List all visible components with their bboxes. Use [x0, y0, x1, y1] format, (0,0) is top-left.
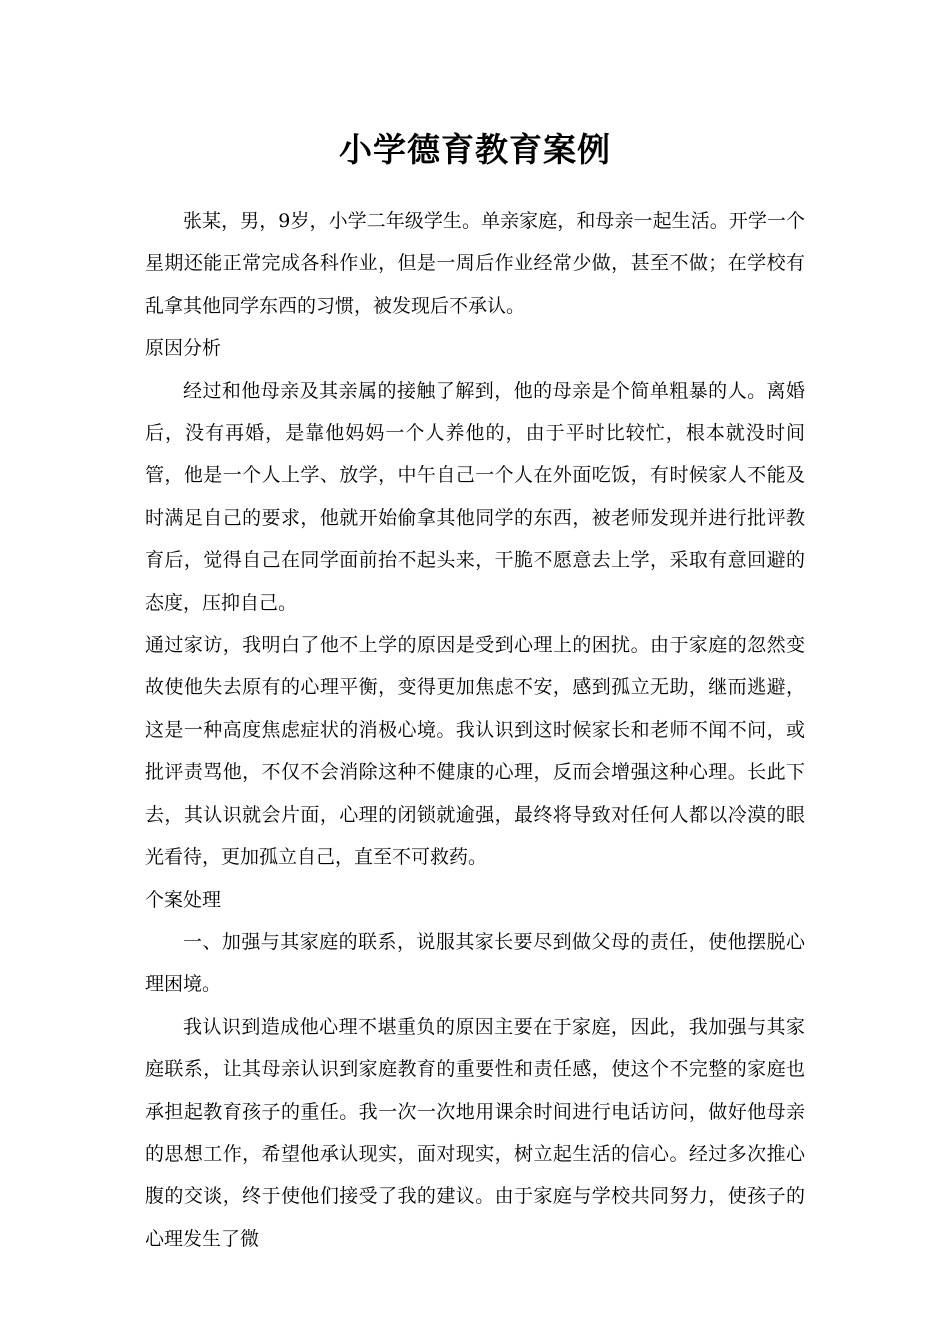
home-visit-paragraph: 通过家访，我明白了他不上学的原因是受到心理上的困扰。由于家庭的忽然变故使他失去原有的心理平衡，变得更加焦虑不安，感到孤立无助，继而逃避，这是一种高度焦虑症状的消极心境。我认识到这时候家长和老师不闻不问，或批评责骂他，不仅不会消除这种不健康的心理，反而会增强这种心理。长此下去，其认识就会片面，心理的闭锁就逾强，最终将导致对任何人都以冷漠的眼光看待，更加孤立自己，直至不可救药。 [145, 634, 805, 869]
section-heading-cause-analysis: 原因分析 [145, 337, 222, 360]
document-body [145, 200, 805, 1260]
handling-step-one-paragraph: 一、加强与其家庭的联系，说服其家长要尽到做父母的责任，使他摆脱心理困境。 [145, 930, 805, 996]
case-description-paragraph: 张某，男，9岁，小学二年级学生。单亲家庭，和母亲一起生活。开学一个星期还能正常完成各科作业，但是一周后作业经常少做，甚至不做；在学校有乱拿其他同学东西的习惯，被发现后不承认。 [145, 210, 805, 317]
document-title: 小学德育教育案例 [339, 130, 611, 169]
family-contact-paragraph: 我认识到造成他心理不堪重负的原因主要在于家庭，因此，我加强与其家庭联系，让其母亲认识到家庭教育的重要性和责任感，使这个不完整的家庭也承担起教育孩子的重任。我一次一次地用课余时间进行电话访问，做好他母亲的思想工作，希望他承认现实，面对现实，树立起生活的信心。经过多次推心腹的交谈，终于使他们接受了我的建议。由于家庭与学校共同努力，使孩子的心理发生了微 [145, 1015, 805, 1250]
cause-analysis-paragraph: 经过和他母亲及其亲属的接触了解到，他的母亲是个简单粗暴的人。离婚后，没有再婚，是靠他妈妈一个人养他的，由于平时比较忙，根本就没时间管，他是一个人上学、放学，中午自己一个人在外面吃饭，有时候家人不能及时满足自己的要求，他就开始偷拿其他同学的东西，被老师发现并进行批评教育后，觉得自己在同学面前抬不起头来，干脆不愿意去上学，采取有意回避的态度，压抑自己。 [145, 379, 805, 614]
section-heading-case-handling: 个案处理 [145, 888, 222, 911]
